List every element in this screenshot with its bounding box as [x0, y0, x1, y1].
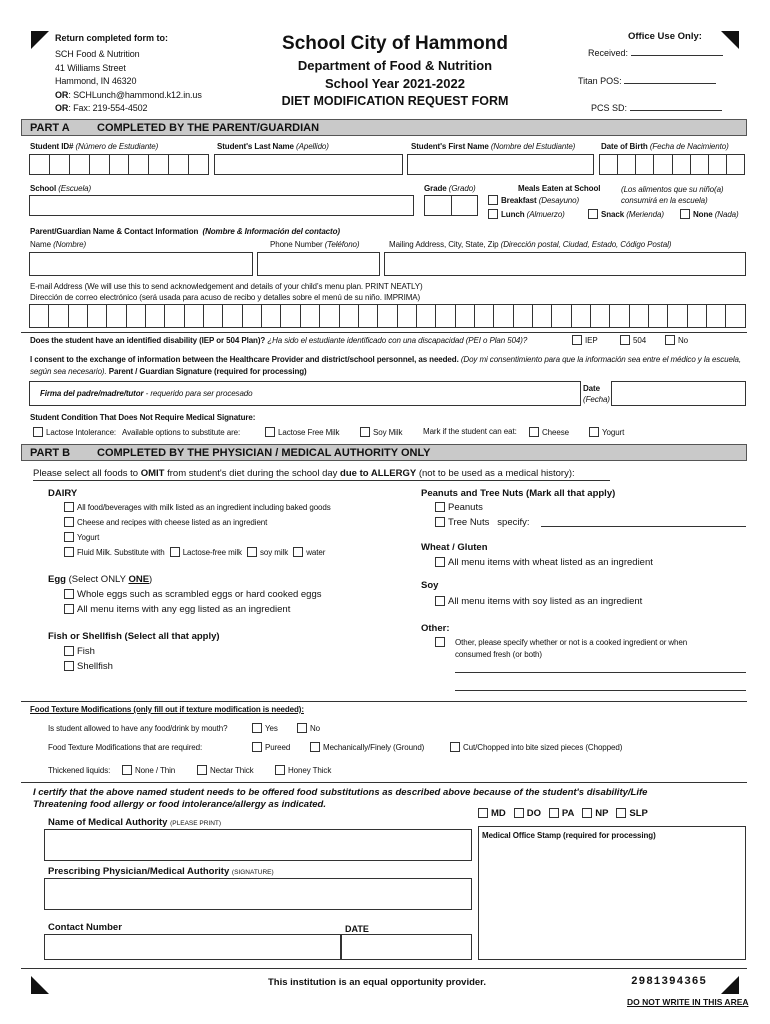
student-id-label: Student ID# (Número de Estudiante) [30, 142, 159, 151]
soy-heading: Soy [421, 580, 439, 591]
other-checkbox[interactable] [435, 637, 448, 647]
pureed-option[interactable]: Pureed [252, 742, 290, 752]
cert-date-input[interactable] [341, 934, 472, 960]
yogurt-checkbox[interactable] [589, 427, 599, 437]
credential-options[interactable]: MD DO PA NP SLP [478, 808, 648, 819]
504-checkbox[interactable] [620, 335, 630, 345]
date-label-cert: DATE [345, 924, 369, 934]
condition-label: Student Condition That Does Not Require Medical Signature: [30, 413, 256, 422]
corner-mark-top-right [721, 31, 739, 49]
dairy-checkbox-1[interactable] [64, 502, 74, 512]
email-instructions: E-mail Address (We will use this to send acknowledgement and details of your child’s menu plan. PRINT NEATLY) Dirección de correo electrónico (será usada para acuso de recibo y detalles sobre el menú de su niño. IMPRIMA) [30, 282, 423, 302]
lunch-checkbox[interactable] [488, 209, 498, 219]
water-checkbox[interactable] [293, 547, 303, 557]
equal-opportunity: This institution is an equal opportunity provider. [268, 977, 486, 988]
school-label: School (Escuela) [30, 184, 92, 193]
soy-option[interactable]: All menu items with soy listed as an ingredient [435, 596, 642, 607]
dairy-option-3[interactable]: Yogurt [64, 532, 99, 542]
dairy-option-2[interactable]: Cheese and recipes with cheese listed as an ingredient [64, 517, 267, 527]
dob-label: Date of Birth (Fecha de Nacimiento) [601, 142, 729, 151]
tree-nuts-checkbox[interactable] [435, 517, 445, 527]
pa-checkbox[interactable] [549, 808, 559, 818]
egg-option-1[interactable]: Whole eggs such as scrambled eggs or hard cooked eggs [64, 589, 322, 600]
pcs-sd-field: PCS SD: [591, 103, 722, 113]
prescribing-label: Prescribing Physician/Medical Authority (SIGNATURE) [48, 866, 274, 877]
first-name-label: Student's First Name (Nombre del Estudiante) [411, 142, 576, 151]
part-b-header: PART B COMPLETED BY THE PHYSICIAN / MEDICAL AUTHORITY ONLY [21, 444, 747, 461]
grade-input[interactable] [424, 195, 478, 216]
slp-checkbox[interactable] [616, 808, 626, 818]
egg-checkbox-2[interactable] [64, 604, 74, 614]
parent-info-label: Parent/Guardian Name & Contact Information (Nombre & Información del contacto) [30, 227, 340, 236]
yogurt-option[interactable]: Yogurt [589, 427, 624, 437]
corner-mark-bottom-left [31, 976, 49, 994]
medical-authority-input[interactable] [44, 829, 472, 861]
email-input[interactable] [29, 304, 746, 328]
department: Department of Food & Nutrition [297, 58, 493, 73]
none-thin-option[interactable]: None / Thin [122, 765, 175, 775]
no-option[interactable]: No [665, 335, 688, 345]
fish-checkbox[interactable] [64, 646, 74, 656]
consent-text: I consent to the exchange of information between the Healthcare Provider and district/school personnel, as needed. (Doy mi consentimiento para que la información sea entre el médico y la escuela, según sea necesario). Parent / Guardian Signature (required for processing) [30, 355, 741, 376]
dairy-checkbox-2[interactable] [64, 517, 74, 527]
mech-option[interactable]: Mechanically/Finely (Ground) [310, 742, 424, 752]
tree-nuts-option[interactable]: Tree Nuts specify: [435, 517, 530, 528]
fluid-milk-checkbox[interactable] [64, 547, 74, 557]
dairy-heading: DAIRY [48, 488, 78, 499]
nectar-option[interactable]: Nectar Thick [197, 765, 254, 775]
cheese-checkbox[interactable] [529, 427, 539, 437]
iep-checkbox[interactable] [572, 335, 582, 345]
lactose-checkbox[interactable] [33, 427, 43, 437]
contact-number-input[interactable] [44, 934, 341, 960]
nectar-checkbox[interactable] [197, 765, 207, 775]
cut-checkbox[interactable] [450, 742, 460, 752]
disability-question: Does the student have an identified disability (IEP or 504 Plan)? ¿Ha sido el estudiante identificado con una discapacidad (PEI o Plan 504)? [30, 336, 528, 345]
iep-option[interactable]: IEP [572, 335, 598, 345]
office-use-label: Office Use Only: [628, 31, 702, 42]
np-checkbox[interactable] [582, 808, 592, 818]
return-label: Return completed form to: [55, 33, 169, 43]
none-option[interactable]: None (Nada) [680, 209, 739, 219]
phone-label: Phone Number (Teléfono) [270, 240, 360, 249]
meals-label: Meals Eaten at School [518, 184, 601, 193]
firma-label: Firma del padre/madre/tutor - requerido para ser procesado [40, 389, 253, 398]
other-specify-line-1[interactable] [455, 672, 746, 673]
pureed-checkbox[interactable] [252, 742, 262, 752]
shellfish-option[interactable]: Shellfish [64, 661, 113, 672]
instructions-underline [33, 480, 610, 481]
wheat-checkbox[interactable] [435, 557, 445, 567]
part-a-header: PART A COMPLETED BY THE PARENT/GUARDIAN [21, 119, 747, 136]
last-name-label: Student's Last Name (Apellido) [217, 142, 329, 151]
egg-checkbox-1[interactable] [64, 589, 74, 599]
parent-date-input[interactable] [611, 381, 746, 406]
snack-checkbox[interactable] [588, 209, 598, 219]
mailing-label: Mailing Address, City, State, Zip (Dirección postal, Ciudad, Estado, Código Postal) [389, 240, 672, 249]
stamp-label: Medical Office Stamp (required for processing) [482, 831, 656, 840]
soy-milk-checkbox[interactable] [360, 427, 370, 437]
form-title: DIET MODIFICATION REQUEST FORM [281, 94, 509, 108]
wheat-option[interactable]: All menu items with wheat listed as an ingredient [435, 557, 653, 568]
peanuts-checkbox[interactable] [435, 502, 445, 512]
parent-name-input[interactable] [29, 252, 253, 276]
soy-m-checkbox[interactable] [247, 547, 257, 557]
date-label: Date (Fecha) [583, 384, 610, 404]
lactose-free-option[interactable]: Lactose Free Milk [265, 427, 339, 437]
mark-if-label: Mark if the student can eat: [423, 427, 517, 436]
grade-label: Grade (Grado) [424, 184, 476, 193]
student-id-input[interactable] [29, 154, 209, 175]
soy-checkbox[interactable] [435, 596, 445, 606]
snack-option[interactable]: Snack (Merienda) [588, 209, 664, 219]
cheese-option[interactable]: Cheese [529, 427, 569, 437]
other-heading: Other: [421, 623, 450, 634]
last-name-input[interactable] [214, 154, 403, 175]
corner-mark-bottom-right [721, 976, 739, 994]
wheat-heading: Wheat / Gluten [421, 542, 488, 553]
egg-heading: Egg (Select ONLY ONE) [48, 574, 153, 585]
divider [21, 701, 747, 702]
dob-input[interactable] [599, 154, 745, 175]
honey-option[interactable]: Honey Thick [275, 765, 331, 775]
contact-label: Contact Number [48, 922, 122, 933]
medical-authority-label: Name of Medical Authority (PLEASE PRINT) [48, 817, 222, 828]
medical-stamp-box[interactable] [478, 826, 746, 960]
divider [21, 782, 747, 783]
corner-mark-top-left [31, 31, 49, 49]
school-input[interactable] [29, 195, 414, 216]
school-year: School Year 2021-2022 [325, 76, 465, 91]
no-texture-checkbox[interactable] [297, 723, 307, 733]
divider [21, 968, 747, 969]
lactose-option[interactable]: Lactose Intolerance: Available options to substitute are: [33, 427, 240, 437]
parent-name-label: Name (Nombre) [30, 240, 87, 249]
other-specify-line-2[interactable] [455, 690, 746, 691]
fish-option[interactable]: Fish [64, 646, 95, 657]
mech-checkbox[interactable] [310, 742, 320, 752]
cut-option[interactable]: Cut/Chopped into bite sized pieces (Chopped) [450, 742, 622, 752]
none-checkbox[interactable] [680, 209, 690, 219]
do-checkbox[interactable] [514, 808, 524, 818]
divider [21, 332, 747, 333]
no-texture-option[interactable]: No [297, 723, 320, 733]
part-b-instructions: Please select all foods to OMIT from student's diet during the school day due to ALLERGY (not to be used as a medical history): [33, 468, 575, 479]
504-option[interactable]: 504 [620, 335, 646, 345]
dairy-option-1[interactable]: All food/beverages with milk listed as an ingredient including baked goods [64, 502, 331, 512]
texture-heading: Food Texture Modifications (only fill out if texture modification is needed): [30, 705, 304, 714]
shellfish-checkbox[interactable] [64, 661, 74, 671]
peanuts-option[interactable]: Peanuts [435, 502, 483, 513]
page-title: School City of Hammond [282, 33, 508, 54]
yes-checkbox[interactable] [252, 723, 262, 733]
fish-heading: Fish or Shellfish (Select all that apply) [48, 631, 220, 642]
breakfast-option[interactable]: Breakfast (Desayuno) [488, 195, 579, 205]
breakfast-checkbox[interactable] [488, 195, 498, 205]
soy-milk-option[interactable]: Soy Milk [360, 427, 402, 437]
honey-checkbox[interactable] [275, 765, 285, 775]
lactose-free-checkbox[interactable] [265, 427, 275, 437]
none-thin-checkbox[interactable] [122, 765, 132, 775]
yes-option[interactable]: Yes [252, 723, 278, 733]
do-not-write-label: DO NOT WRITE IN THIS AREA [627, 997, 749, 1007]
lunch-option[interactable]: Lunch (Almuerzo) [488, 209, 565, 219]
first-name-input[interactable] [407, 154, 594, 175]
other-label: Other, please specify whether or not is a cooked ingredient or when consumed fresh (or both) [455, 638, 688, 659]
tree-nuts-specify-input[interactable] [541, 526, 746, 527]
fluid-milk-option[interactable]: Fluid Milk. Substitute with Lactose-free milk soy milk water [64, 547, 325, 557]
certify-text: I certify that the above named student needs to be offered food substitutions as described above because of the student's disability/Life Threatening food allergy or food intolerance/allergy as indicated. [33, 787, 648, 810]
allowed-label: Is student allowed to have any food/drink by mouth? [48, 724, 228, 733]
peanuts-heading: Peanuts and Tree Nuts (Mark all that apply) [421, 488, 616, 499]
md-checkbox[interactable] [478, 808, 488, 818]
required-label: Food Texture Modifications that are required: [48, 743, 203, 752]
meals-label-es: (Los alimentos que su niño(a) consumirá en la escuela) [621, 185, 724, 205]
prescribing-signature-input[interactable] [44, 878, 472, 910]
no-checkbox[interactable] [665, 335, 675, 345]
egg-option-2[interactable]: All menu items with any egg listed as an ingredient [64, 604, 290, 615]
phone-input[interactable] [257, 252, 380, 276]
lf-milk-checkbox[interactable] [170, 547, 180, 557]
return-address: SCH Food & Nutrition 41 Williams Street Hammond, IN 46320 OR: SCHLunch@hammond.k12.in.us OR: Fax: 219-554-4502 [55, 49, 202, 114]
titan-pos-field: Titan POS: [578, 76, 716, 86]
mailing-address-input[interactable] [384, 252, 746, 276]
dairy-checkbox-3[interactable] [64, 532, 74, 542]
thickened-label: Thickened liquids: [48, 766, 111, 775]
received-field: Received: [588, 48, 723, 58]
form-code: 2981394365 [631, 976, 708, 988]
